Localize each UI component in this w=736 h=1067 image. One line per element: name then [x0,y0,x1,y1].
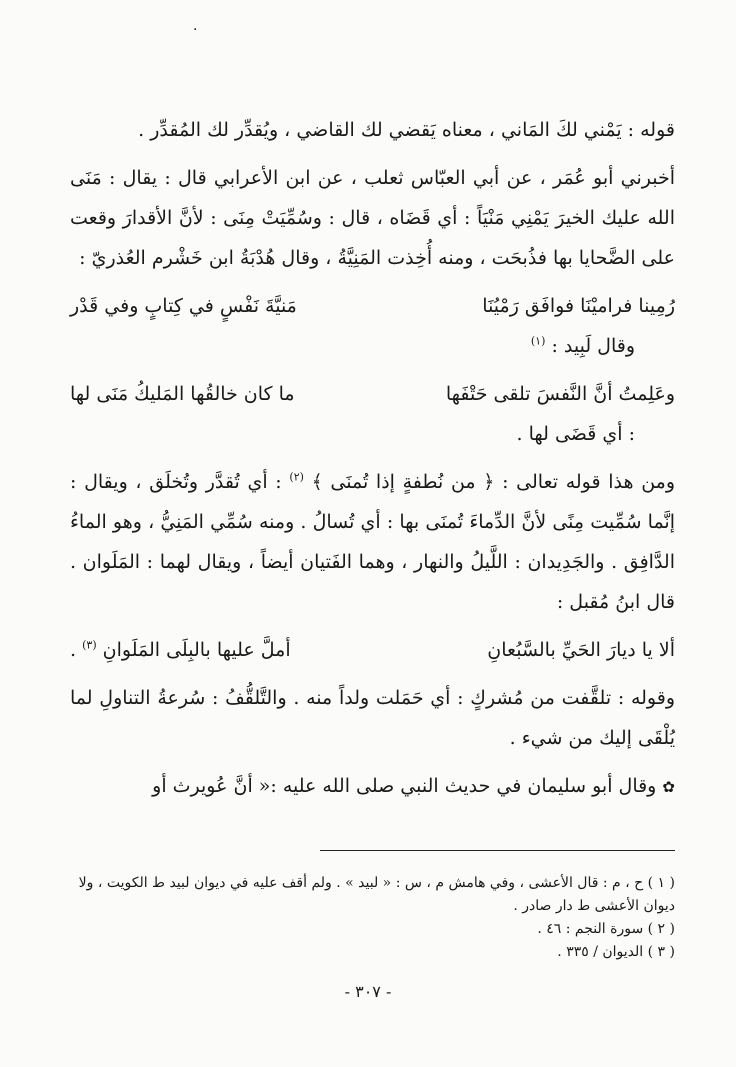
labid-line [70,326,675,366]
paragraph-5 [70,766,675,807]
star-icon: ✿ [662,778,675,796]
verse-2-gloss: : أي قَضَى لها . [516,423,635,445]
verse-2 [70,374,675,414]
paragraph-3-rest: : أي تُقدَّر وتُخلَق ، ويقال : إنَّما سُمِّيت مِنًى لأنَّ الدِّماءَ تُمنَى بها : أي تُسالُ . ومنه سُمِّي المَنِيُّ ، وهو الماءُ الدَّافِق . والجَدِيدان : اللَّيلُ والنهار ، وهما الفَتيان أيضاً ، ويقال لهما : المَلَوان . قال ابنُ مُقبل : [70,471,675,613]
verse-3 [70,630,675,670]
footnote-2: ( ٢ ) سورة النجم : ٤٦ . [537,921,675,937]
verse-1-second-hemistich: مَنيَّةَ نَفْسٍ في كِتابٍ وفي قَدْر [70,295,297,317]
verse-3-second-text: أملَّ عليها بالبِلَى المَلَوانِ [102,639,291,661]
paragraph-1: قوله : يَمْني لكَ المَاني ، معناه يَقضي لك القاضي ، ويُقدِّر لك المُقدِّر . [138,119,675,141]
paragraph-3 [70,462,675,622]
footnotes [60,872,675,964]
footnote-ref-2: (٢) [289,470,304,484]
footnote-ref-1: (١) [530,334,546,348]
verse-2-first-hemistich: وعَلِمتُ أنَّ النَّفسَ تلقى حَتْفَها [445,383,675,405]
footnote-separator [320,850,675,851]
verse-1 [70,286,675,326]
footnote-ref-3: (٣) [82,638,97,652]
main-text [70,110,675,807]
paragraph-3-quran: ومن هذا قوله تعالى : ﴿ من نُطفةٍ إذا تُمنَى ﴾ [311,471,676,493]
page-number: - ٣٠٧ - [344,982,392,1001]
verse-2-second-hemistich: ما كان خالقُها المَليكُ مَنَى لها [70,383,295,405]
labid-text: وقال لَبِيد : [551,335,635,357]
footnote-1: ( ١ ) ح ، م : قال الأعشى ، وفي هامش م ، س : « لبيد » . ولم أقف عليه في ديوان لبيد ط الكويت ، ولا ديوان الأعشى ط دار صادر . [78,875,675,914]
verse-3-end-mark: . [70,639,77,661]
verse-3-first-hemistich: ألا يا ديارَ الحَيِّ بالسَّبُعانِ [487,639,675,661]
verse-1-first-hemistich: رُمِينا فراميْنَا فوافَق رَمْيُنَا [482,295,675,317]
top-mark: · [193,22,198,38]
paragraph-5-text: وقال أبو سليمان في حديث النبي صلى الله عليه :« أنَّ عُويرث أو [152,775,657,797]
footnote-3: ( ٣ ) الديوان / ٣٣٥ . [557,944,675,960]
paragraph-2: أخبرني أبو عُمَر ، عن أبي العبّاس ثعلب ، عن ابن الأعرابي قال : يقال : مَنَى الله عليك الخيرَ يَمْنِي مَنْيَاً : أي قَضَاه ، قال : وسُمِّيَتْ مِنَى : لأنَّ الأقدارَ وقعت على الضَّحايا بها فذُبحَت ، ومنه أُخِذت المَنِيَّةُ ، وقال هُدْبَةُ ابن خَشْرم العُذريّ : [70,167,675,269]
verse-3-second-hemistich [70,630,291,670]
paragraph-4: وقوله : تلقَّفت من مُشركٍ : أي حَمَلت ولداً منه . والتَّلقُّفُ : سُرعةُ التناولِ لما يُلْقَى إليك من شيء . [70,687,675,749]
